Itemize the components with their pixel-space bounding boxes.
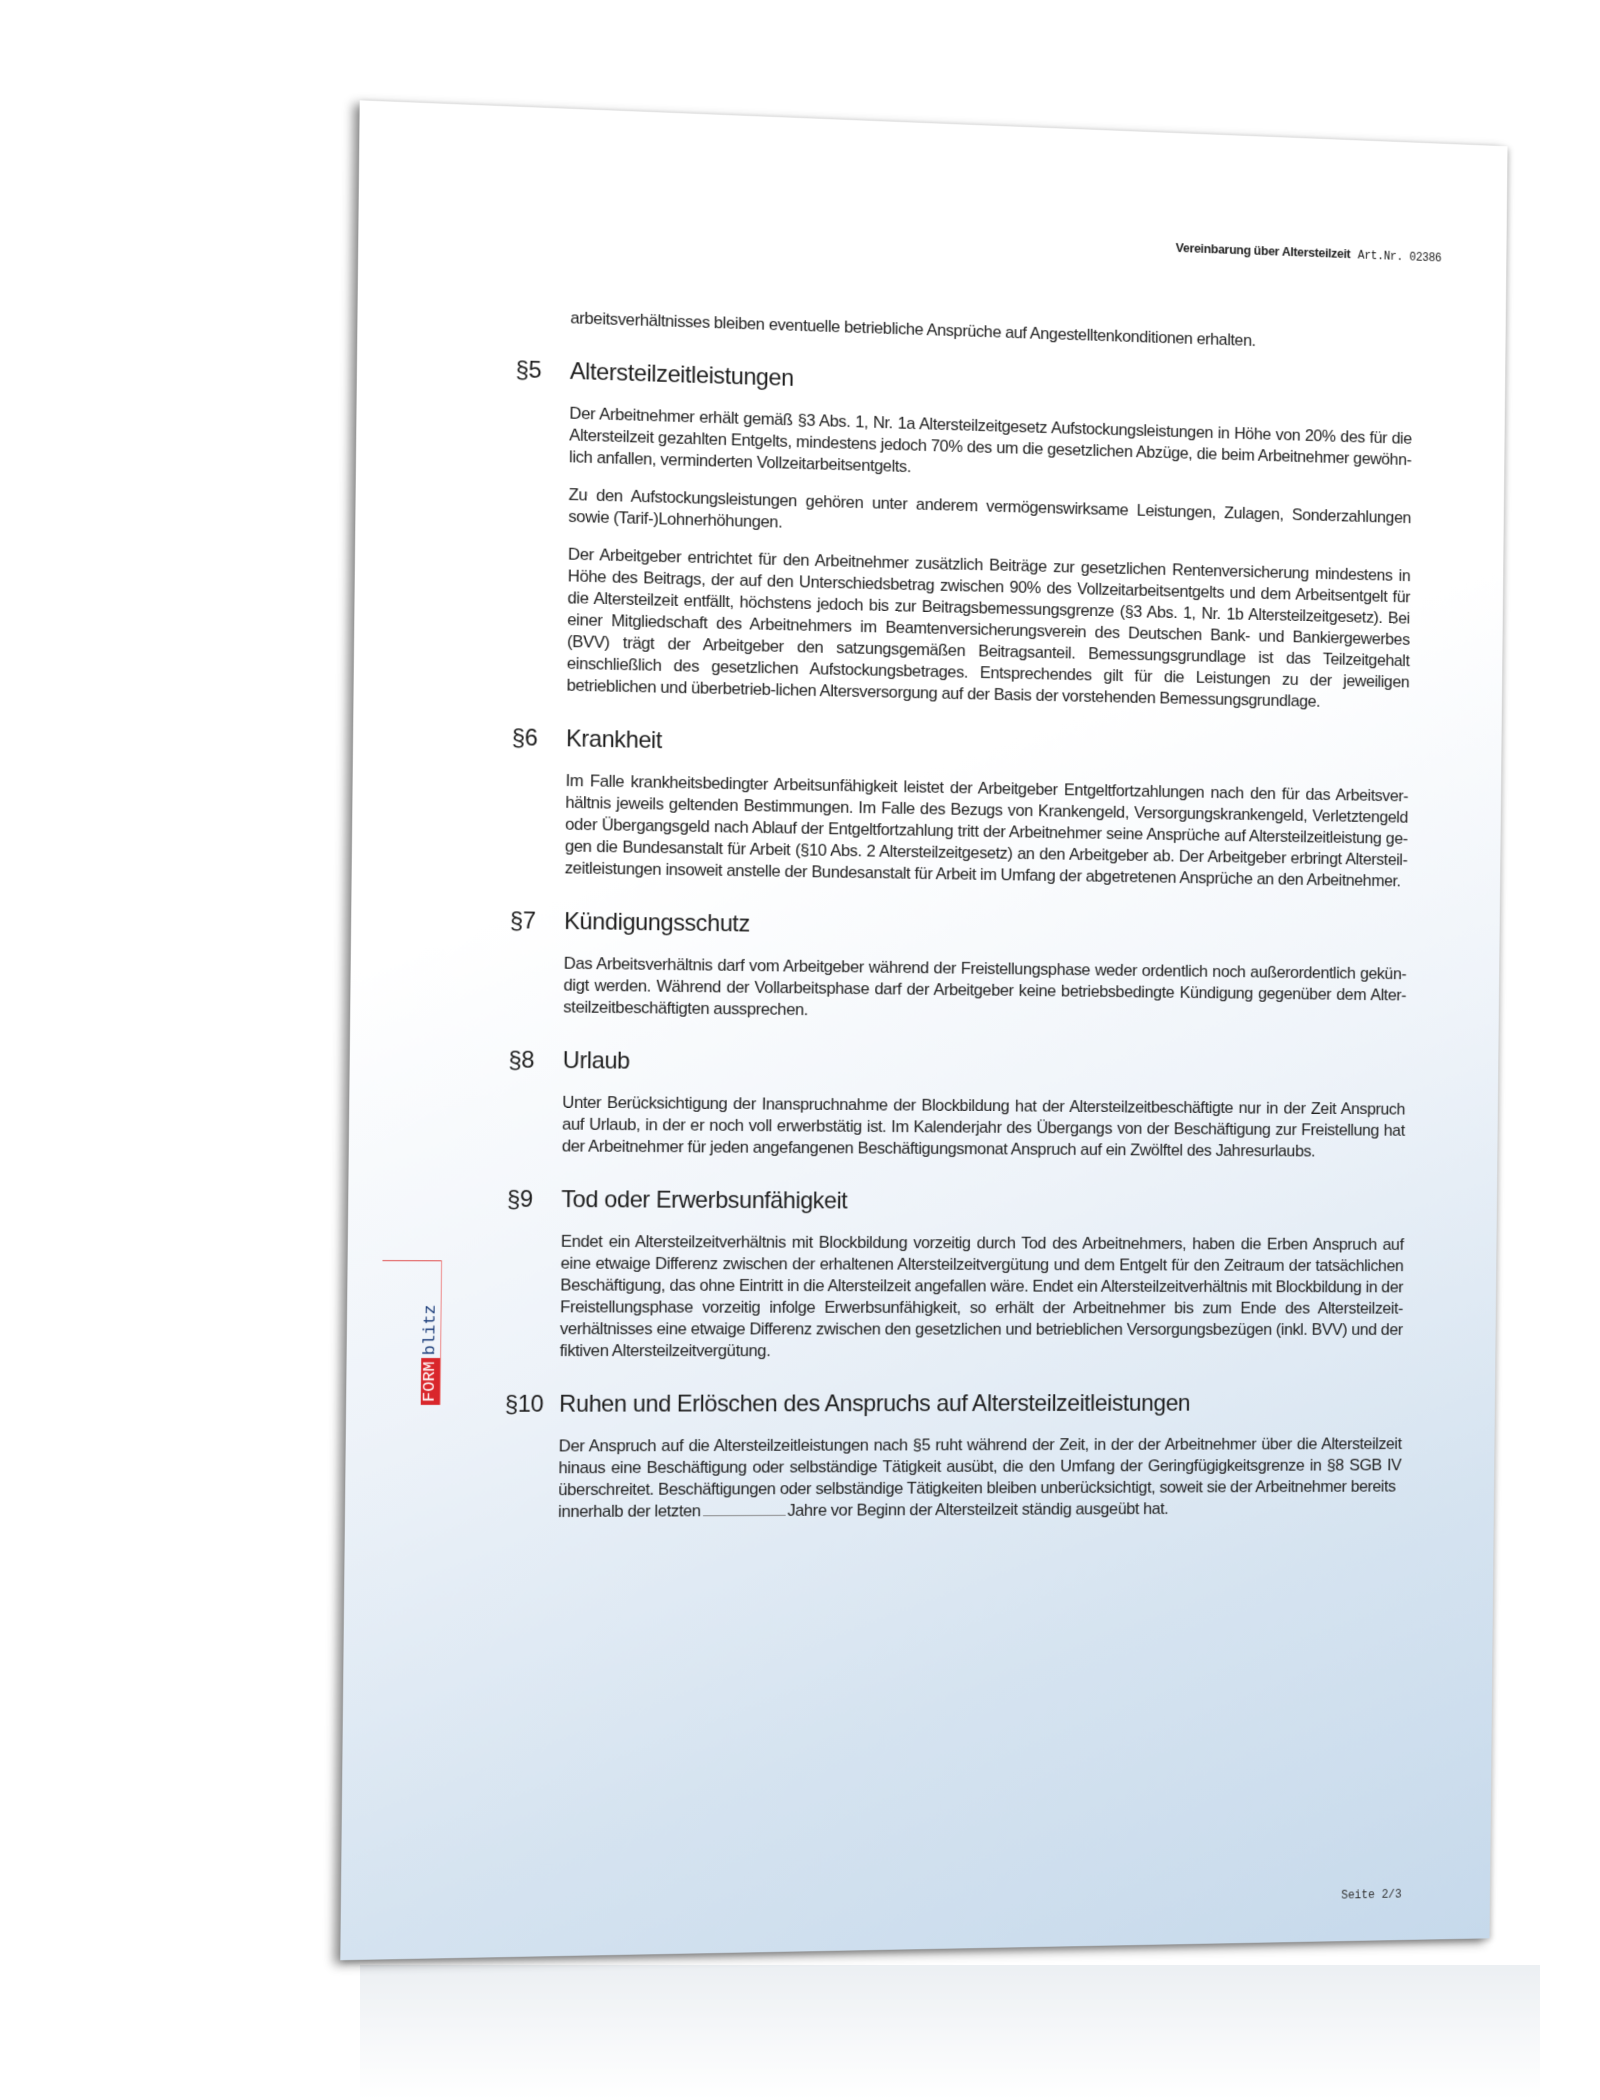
logo-text bbox=[421, 1301, 441, 1405]
paragraph: Der Arbeitgeber entrichtet für den Arbeitnehmer zusätzlich Beiträge zur gesetzlichen Rentenversicherung mindestens in Höhe des Beitrags, der auf den Unterschiedsbetrag zwischen 90% des Vollzeitarbeitsentgelts und dem Arbeitsentgelt für die Altersteilzeit entfällt, höchstens jedoch bis zur Beitragsbemessungsgrenze (§3 Abs. 1, Nr. 1b Altersteilzeitgesetz). Bei einer Mitgliedschaft des Arbeitnehmers im Beamtenversicherungsverein des Deutschen Bank- und Bankiergewerbes (BVV) trägt der Arbeitgeber den satzungsgemäßen Beitragsanteil. Bemessungsgrundlage ist das Teilzeitgehalt einschließlich des gesetzlichen Aufstockungsbetrages. Entsprechendes gilt für die Leistungen zu der jeweiligen betrieblichen und überbetrieb-lichen Altersversorgung auf der Basis der vorstehenden Bemessungsgrundlage. bbox=[566, 544, 1411, 711]
section-number: §6 bbox=[511, 724, 538, 752]
section-heading bbox=[505, 1389, 1402, 1420]
section-10 bbox=[504, 1389, 1402, 1523]
section-heading bbox=[510, 906, 1407, 948]
section-heading bbox=[512, 723, 1409, 770]
section-title: Tod oder Erwerbsunfähigkeit bbox=[561, 1186, 848, 1215]
section-heading bbox=[508, 1046, 1405, 1084]
intro-paragraph: arbeitsverhältnisses bleiben eventuelle betriebliche Ansprüche auf Angestelltenkonditionen erhalten. bbox=[570, 308, 1256, 350]
section-8 bbox=[508, 1046, 1406, 1163]
document-body bbox=[420, 307, 1413, 1538]
section-title: Altersteilzeitleistungen bbox=[569, 358, 794, 392]
paragraph: Unter Berücksichtigung der Inanspruchnahme der Blockbildung hat der Altersteilzeitbeschäftigte nur in der Zeit Anspruch auf Urlaub, in der er noch voll erwerbstätig ist. Im Kalenderjahr des Übergangs von der Beschäftigung zur Freistellung hat der Arbeitnehmer für jeden angefangenen Beschäftigungsmonat Anspruch auf ein Zwölftel des Jahresurlaubs. bbox=[561, 1092, 1406, 1161]
paragraph: Der Arbeitnehmer erhält gemäß §3 Abs. 1, Nr. 1a Altersteilzeitgesetz Aufstockungsleistungen in Höhe von 20% des für die Altersteilzeit gezahlten Entgelts, mindestens jedoch 70% des um die gesetzlichen Abzüge, die beim Arbeitnehmer gewöhn-lich anfallen, verminderten Vollzeitarbeitsentgelts. bbox=[568, 403, 1412, 477]
paragraph: Das Arbeitsverhältnis darf vom Arbeitgeber während der Freistellungsphase weder ordentlich noch außerordentlich gekün-digt werden. Während der Vollarbeitsphase darf der Arbeitgeber keine betriebsbedingte Kündigung gegenüber dem Alter-steilzeitbeschäftigten aussprechen. bbox=[563, 953, 1407, 1020]
document-page bbox=[340, 100, 1507, 1960]
section-number: §10 bbox=[504, 1390, 544, 1418]
logo-blitz: blitz bbox=[421, 1304, 441, 1356]
years-blank-field[interactable] bbox=[703, 1515, 786, 1516]
article-number: Art.Nr. 02386 bbox=[1357, 248, 1442, 266]
section-5 bbox=[515, 356, 1412, 714]
paragraph: Zu den Aufstockungsleistungen gehören unter anderem vermögenswirksame Leistungen, Zulagen, Sonderzahlungen sowie (Tarif-)Lohnerhöhungen. bbox=[568, 485, 1411, 532]
text: Jahre vor Beginn der Altersteilzeit ständig ausgeübt hat. bbox=[787, 1499, 1169, 1520]
section-number: §7 bbox=[509, 907, 536, 935]
section-title: Krankheit bbox=[565, 725, 663, 755]
section-heading bbox=[507, 1185, 1404, 1219]
paragraph-with-blank bbox=[558, 1497, 1401, 1523]
formblitz-logo bbox=[381, 1260, 462, 1420]
paragraph: Im Falle krankheitsbedingter Arbeitsunfähigkeit leistet der Arbeitgeber Entgeltfortzahlungen nach den für das Arbeitsver-hältnis jeweils geltenden Bestimmungen. Im Falle des Bezugs von Krankengeld, Versorgungskrankengeld, Verletztengeld oder Übergangsgeld nach Ablauf der Entgeltfortzahlung tritt der Arbeitnehmer seine Ansprüche auf Altersteilzeitleistung ge-gen die Bundesanstalt für Arbeit (§10 Abs. 2 Altersteilzeitgesetz) an den Arbeitgeber ab. Der Arbeitgeber erbringt Altersteil-zeitleistungen insoweit anstelle der Bundesanstalt für Arbeit im Umfang der abgetretenen Ansprüche an den Arbeitnehmer. bbox=[564, 771, 1409, 891]
paragraph: Endet ein Altersteilzeitverhältnis mit Blockbildung vorzeitig durch Tod des Arbeitnehmers, haben die Erben Anspruch auf eine etwaige Differenz zwischen der erhaltenen Altersteilzeitvergütung und dem Entgelt für den Zeitraum der tatsächlichen Beschäftigung, das ohne Eintritt in die Altersteilzeit angefallen wäre. Endet ein Altersteilzeitverhältnis mit Blockbildung in der Freistellungsphase vorzeitig infolge Erwerbsunfähigkeit, so erhält der Arbeitnehmer bis zum Ende des Altersteilzeit-verhältnisses eine etwaige Differenz zwischen den gesetzlichen und betrieblichen Versorgungsbezügen (inkl. BVV) und der fiktiven Altersteilzeitvergütung. bbox=[559, 1231, 1404, 1361]
section-title: Kündigungsschutz bbox=[564, 908, 750, 938]
logo-form: FORM bbox=[421, 1358, 440, 1405]
document-header bbox=[1176, 240, 1442, 265]
paragraph: Der Anspruch auf die Altersteilzeitleistungen nach §5 ruht während der Zeit, in der der Arbeitnehmer über die Altersteilzeit hinaus eine Beschäftigung oder selbständige Tätigkeit ausübt, die den Umfang der Geringfügigkeitsgrenze in §8 SGB IV überschreitet. Beschäftigungen oder selbständige Tätigkeiten bleiben unberücksichtigt, soweit sie der Arbeitnehmer bereits bbox=[558, 1434, 1402, 1500]
page-number: Seite 2/3 bbox=[1341, 1887, 1402, 1903]
text: innerhalb der letzten bbox=[557, 1501, 701, 1521]
section-9 bbox=[506, 1185, 1405, 1362]
section-title: Ruhen und Erlöschen des Anspruchs auf Altersteilzeitleistungen bbox=[559, 1390, 1191, 1418]
section-number: §9 bbox=[506, 1185, 533, 1213]
section-number: §8 bbox=[508, 1046, 535, 1074]
logo-line bbox=[382, 1260, 442, 1261]
page-reflection bbox=[360, 1965, 1540, 2100]
section-number: §5 bbox=[515, 356, 542, 384]
section-6 bbox=[511, 724, 1409, 892]
section-title: Urlaub bbox=[562, 1047, 630, 1075]
section-7 bbox=[509, 907, 1407, 1027]
document-title: Vereinbarung über Altersteilzeit bbox=[1175, 240, 1351, 262]
